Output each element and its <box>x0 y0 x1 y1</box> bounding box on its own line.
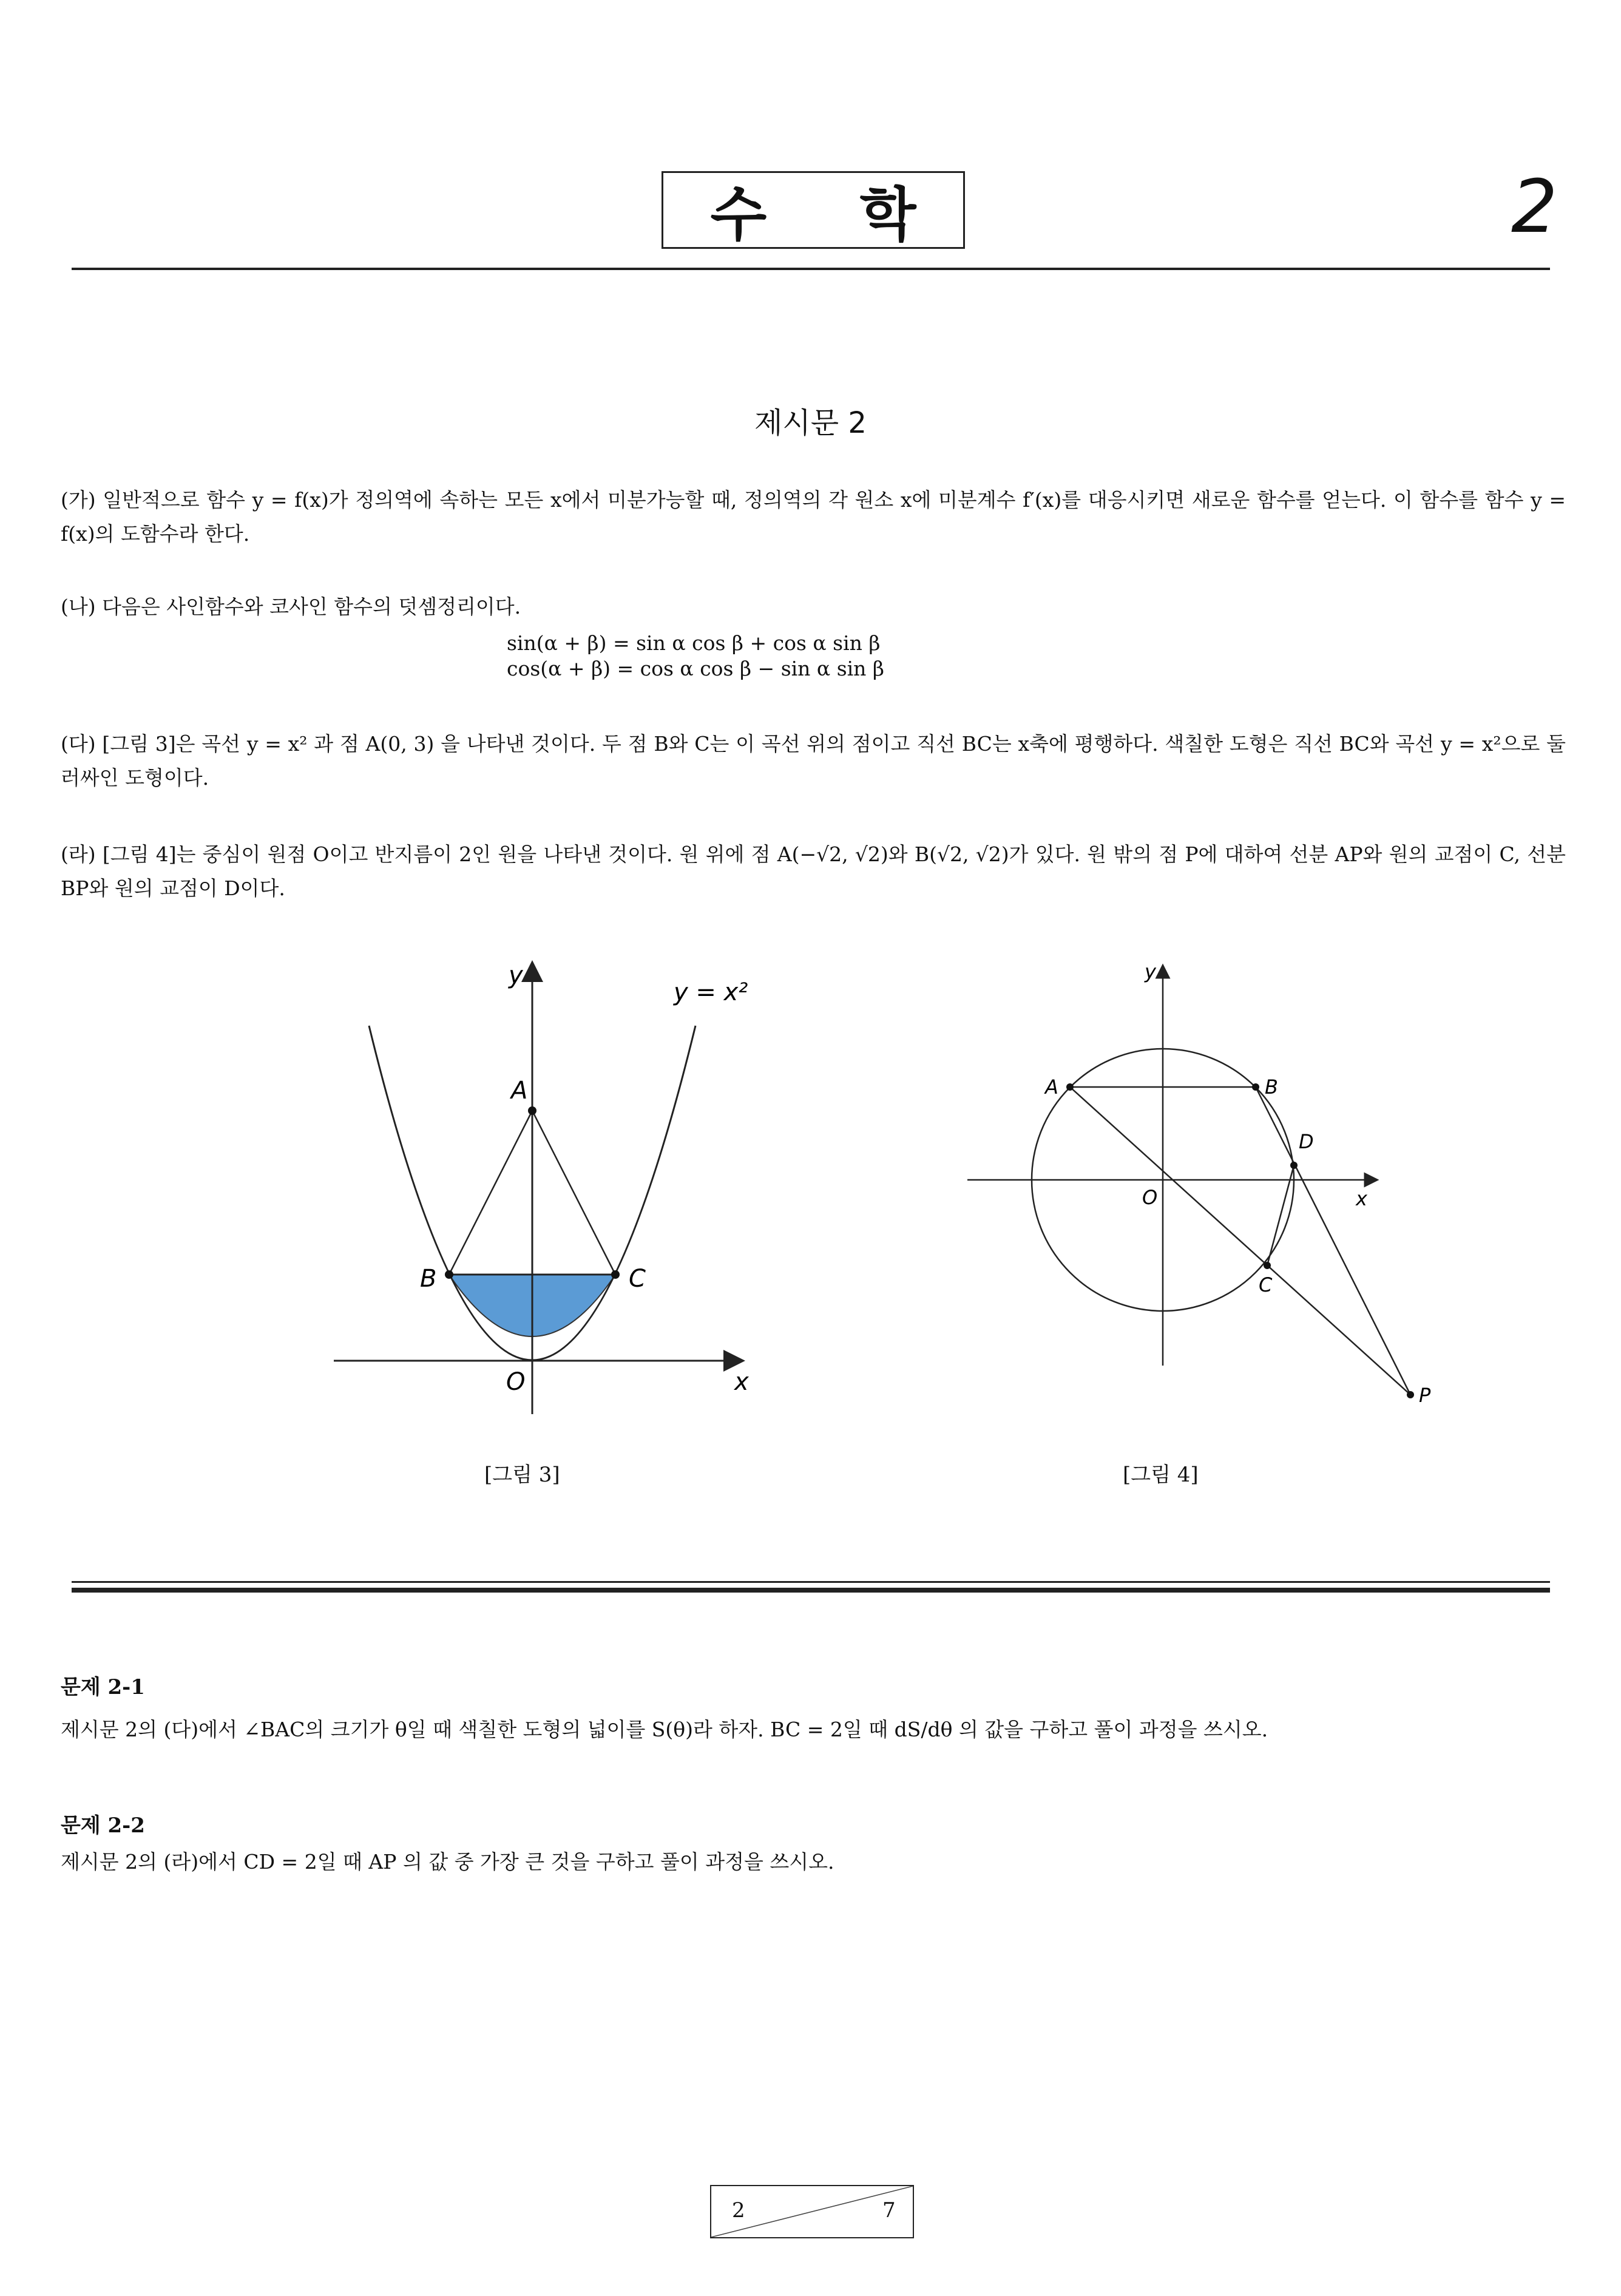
label-b: B <box>1265 1075 1278 1099</box>
label-curve: y = x² <box>674 978 748 1006</box>
label-a: A <box>511 1077 528 1105</box>
problem-1-title: 문제 2-1 <box>61 1675 145 1699</box>
paragraph-na: (나) 다음은 사인함수와 코사인 함수의 덧셈정리이다. <box>61 595 521 618</box>
point-a <box>1066 1083 1074 1091</box>
label-o: O <box>506 1368 526 1396</box>
label-c: C <box>629 1265 646 1293</box>
label-d: D <box>1299 1130 1314 1153</box>
label-x: x <box>734 1368 749 1396</box>
paragraph-ga: (가) 일반적으로 함수 y = f(x)가 정의역에 속하는 모든 x에서 미분가능할 때, 정의역의 각 원소 x에 미분계수 f′(x)를 대응시키면 새로운 함수를 얻는다. 이 함수를 함수 y = f(x)의 도함수라 한다. <box>61 488 1566 546</box>
label-y: y <box>1145 960 1156 983</box>
header-rule <box>72 268 1550 270</box>
current-page: 2 <box>732 2198 745 2223</box>
formula-cos: cos(α + β) = cos α cos β − sin α sin β <box>507 657 885 680</box>
problem-1-text: 제시문 2의 (다)에서 ∠BAC의 크기가 θ일 때 색칠한 도형의 넓이를 S(θ)라 하자. BC = 2일 때 dS/dθ 의 값을 구하고 풀이 과정을 쓰시오. <box>61 1718 1268 1741</box>
figure-3-caption: [그림 3] <box>484 1463 560 1487</box>
segment-ap <box>1070 1087 1410 1395</box>
figure-3 <box>316 953 777 1426</box>
point-c <box>1264 1262 1271 1269</box>
point-a <box>528 1106 536 1115</box>
label-o: O <box>1142 1186 1158 1209</box>
problem-2-title: 문제 2-2 <box>61 1813 145 1838</box>
label-b: B <box>420 1265 437 1293</box>
subject-title: 수 학 <box>662 171 965 249</box>
label-y: y <box>509 961 523 989</box>
page-indicator <box>710 2185 914 2238</box>
paragraph-ra: (라) [그림 4]는 중심이 원점 O이고 반지름이 2인 원을 나타낸 것이다. 원 위에 점 A(−√2, √2)와 B(√2, √2)가 있다. 원 밖의 점 P에 대하여 선분 AP와 원의 교점이 C, 선분 BP와 원의 교점이 D이다. <box>61 842 1566 900</box>
figure-4-caption: [그림 4] <box>1123 1463 1199 1487</box>
formula-sin: sin(α + β) = sin α cos β + cos α sin β <box>507 631 881 655</box>
point-d <box>1290 1162 1298 1169</box>
paragraph-da: (다) [그림 3]은 곡선 y = x² 과 점 A(0, 3) 을 나타낸 것이다. 두 점 B와 C는 이 곡선 위의 점이고 직선 BC는 x축에 평행하다. 색칠한 도형은 직선 BC와 곡선 y = x²으로 둘러싸인 도형이다. <box>61 732 1566 790</box>
label-x: x <box>1356 1187 1367 1210</box>
segment-ab <box>449 1111 532 1275</box>
point-c <box>611 1270 620 1279</box>
passage-heading: 제시문 2 <box>754 406 867 440</box>
point-p <box>1407 1391 1414 1398</box>
section-rule-top <box>72 1581 1550 1583</box>
label-c: C <box>1259 1273 1273 1296</box>
label-a: A <box>1045 1075 1058 1099</box>
point-b <box>445 1270 453 1279</box>
section-number: 2 <box>1511 165 1558 249</box>
total-pages: 7 <box>882 2198 896 2223</box>
figure-4 <box>959 953 1444 1426</box>
segment-ac <box>532 1111 615 1275</box>
section-rule-bottom <box>72 1588 1550 1593</box>
problem-2-text: 제시문 2의 (라)에서 CD = 2일 때 AP 의 값 중 가장 큰 것을 구하고 풀이 과정을 쓰시오. <box>61 1850 834 1874</box>
label-p: P <box>1419 1384 1431 1407</box>
point-b <box>1252 1083 1259 1091</box>
